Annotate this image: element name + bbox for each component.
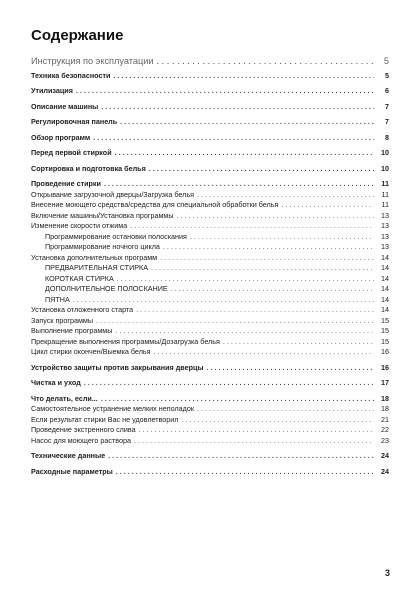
dot-leader xyxy=(130,221,374,232)
page-number: 3 xyxy=(384,568,390,578)
dot-leader xyxy=(120,117,374,128)
dot-leader xyxy=(134,436,374,447)
toc-entry-title: Перед первой стиркой xyxy=(31,148,112,157)
dot-leader xyxy=(115,148,374,159)
toc-entry-title: Открывание загрузочной дверцы/Загрузка белья xyxy=(31,189,194,199)
toc-entry-title: Устройство защиты против закрывания дверцы xyxy=(31,362,204,372)
toc-entry-title: Изменение скорости отжима xyxy=(31,221,128,230)
toc-entry-title: Самостоятельное устранение мелких неполадок xyxy=(31,404,194,413)
toc-entry-page: 17 xyxy=(381,378,389,387)
toc-entry-title: ПРЕДВАРИТЕЛЬНАЯ СТИРКА xyxy=(45,263,149,272)
toc-entry-page: 10 xyxy=(381,163,389,173)
toc-entry-title: Обзор программ xyxy=(31,132,91,142)
toc-entry[interactable] xyxy=(31,284,389,295)
toc-entry-title: Регулировочная панель xyxy=(31,117,118,126)
dot-leader xyxy=(136,305,374,316)
toc-entry[interactable] xyxy=(31,326,389,337)
toc-entry[interactable] xyxy=(31,394,389,405)
toc-entry[interactable] xyxy=(31,133,389,144)
toc-entry[interactable] xyxy=(31,164,389,175)
dot-leader xyxy=(96,316,374,327)
toc-entry-title: Проведение стирки xyxy=(31,179,101,188)
toc-entry[interactable] xyxy=(31,190,389,201)
toc-entry-page: 16 xyxy=(381,347,389,356)
dot-leader xyxy=(281,200,374,211)
dot-leader xyxy=(139,425,374,436)
dot-leader xyxy=(149,164,374,175)
toc-entry[interactable] xyxy=(31,378,389,389)
dot-leader xyxy=(171,284,374,295)
dot-leader xyxy=(104,179,374,190)
toc-entry-page: 11 xyxy=(381,189,389,199)
toc-entry[interactable] xyxy=(31,211,389,222)
dot-leader xyxy=(182,415,375,426)
toc-entry[interactable] xyxy=(31,425,389,436)
toc-entry-title: Программирование остановки полоскания xyxy=(45,231,187,241)
toc-entry[interactable] xyxy=(31,347,389,358)
dot-leader xyxy=(207,363,374,374)
toc-entry-page: 15 xyxy=(381,336,389,346)
toc-entry-page: 22 xyxy=(381,425,389,434)
dot-leader xyxy=(84,378,374,389)
toc-entry[interactable] xyxy=(31,179,389,190)
toc-entry-page: 5 xyxy=(383,56,389,66)
toc-entry-page: 13 xyxy=(381,210,389,220)
toc-entry-page: 10 xyxy=(381,148,389,157)
toc-entry-title: Чистка и уход xyxy=(31,378,81,387)
dot-leader xyxy=(115,326,374,337)
dot-leader xyxy=(113,71,374,82)
toc-entry[interactable] xyxy=(31,415,389,426)
toc-entry-page: 16 xyxy=(381,362,389,372)
toc-entry[interactable] xyxy=(31,253,389,264)
toc-entry-title: Включение машины/Установка программы xyxy=(31,210,174,220)
toc-entry[interactable] xyxy=(31,316,389,327)
toc-entry-title: Выполнение программы xyxy=(31,326,113,335)
toc-entry[interactable] xyxy=(31,56,389,67)
toc-entry-page: 14 xyxy=(381,294,389,304)
toc-entry-page: 13 xyxy=(381,221,389,230)
toc-entry-title: ПЯТНА xyxy=(45,294,70,304)
toc-entry-title: ДОПОЛНИТЕЛЬНОЕ ПОЛОСКАНИЕ xyxy=(45,284,168,293)
toc-entry-page: 24 xyxy=(381,451,389,460)
toc-entry[interactable] xyxy=(31,232,389,243)
toc-entry-title: Программирование ночного цикла xyxy=(45,242,160,251)
toc-entry-title: Насос для моющего раствора xyxy=(31,435,131,445)
toc-entry[interactable] xyxy=(31,263,389,274)
toc-entry-page: 6 xyxy=(385,86,389,95)
toc-entry-page: 13 xyxy=(381,231,389,241)
toc-entry-title: Цикл стирки окончен/Выемка белья xyxy=(31,347,151,356)
toc-entry[interactable] xyxy=(31,363,389,374)
toc-entry[interactable] xyxy=(31,404,389,415)
toc-entry[interactable] xyxy=(31,117,389,128)
toc-entry-title: Инструкция по эксплуатации xyxy=(31,56,154,66)
toc-entry-title: Запуск программы xyxy=(31,315,94,325)
toc-entry-title: Установка отложенного старта xyxy=(31,305,134,314)
toc-entry-title: Что делать, если... xyxy=(31,393,98,403)
dot-leader xyxy=(160,253,374,264)
toc-entry-page: 18 xyxy=(381,404,389,413)
toc-entry[interactable] xyxy=(31,102,389,113)
toc-entry-page: 14 xyxy=(381,252,389,262)
table-of-contents xyxy=(31,52,389,477)
dot-leader xyxy=(163,242,374,253)
toc-entry-title: Технические данные xyxy=(31,451,106,460)
dot-leader xyxy=(108,451,374,462)
toc-entry[interactable] xyxy=(31,451,389,462)
dot-leader xyxy=(73,295,374,306)
toc-entry[interactable] xyxy=(31,274,389,285)
page-title: Содержание xyxy=(31,27,124,44)
toc-entry-title: Утилизация xyxy=(31,86,73,95)
toc-entry[interactable] xyxy=(31,200,389,211)
toc-entry-page: 7 xyxy=(385,117,389,126)
toc-entry-page: 8 xyxy=(385,132,389,142)
toc-entry-page: 11 xyxy=(381,200,389,209)
toc-entry-title: Расходные параметры xyxy=(31,466,113,476)
dot-leader xyxy=(76,86,374,97)
toc-entry[interactable] xyxy=(31,86,389,97)
toc-entry[interactable] xyxy=(31,295,389,306)
toc-entry-page: 15 xyxy=(381,315,389,325)
toc-entry[interactable] xyxy=(31,148,389,159)
toc-entry-title: Сортировка и подготовка белья xyxy=(31,163,146,173)
dot-leader xyxy=(223,337,374,348)
toc-entry-page: 5 xyxy=(385,70,389,80)
toc-entry-title: Установка дополнительных программ xyxy=(31,252,158,262)
toc-entry[interactable] xyxy=(31,305,389,316)
toc-entry[interactable] xyxy=(31,436,389,447)
dot-leader xyxy=(197,404,374,415)
dot-leader xyxy=(190,232,374,243)
toc-entry-page: 13 xyxy=(381,242,389,251)
toc-entry[interactable] xyxy=(31,242,389,253)
toc-entry-title: Техника безопасности xyxy=(31,70,111,80)
toc-entry-title: Описание машины xyxy=(31,101,99,111)
dot-leader xyxy=(197,190,374,201)
toc-entry-title: Проведение экстренного слива xyxy=(31,425,136,434)
toc-entry-page: 7 xyxy=(385,101,389,111)
dot-leader xyxy=(101,394,374,405)
dot-leader xyxy=(157,56,374,67)
toc-entry-page: 14 xyxy=(381,305,389,314)
toc-entry-page: 15 xyxy=(381,326,389,335)
dot-leader xyxy=(93,133,374,144)
dot-leader xyxy=(117,274,374,285)
dot-leader xyxy=(101,102,374,113)
toc-entry-title: Прекращение выполнения программы/Дозагрузка белья xyxy=(31,336,220,346)
toc-entry-title: Внесение моющего средства/средства для специальной обработки белья xyxy=(31,200,279,209)
toc-entry-page: 21 xyxy=(381,414,389,424)
toc-entry-page: 14 xyxy=(381,273,389,283)
toc-entry[interactable] xyxy=(31,337,389,348)
dot-leader xyxy=(151,263,374,274)
dot-leader xyxy=(154,347,374,358)
toc-entry-title: Если результат стирки Вас не удовлетворил xyxy=(31,414,179,424)
toc-entry-page: 14 xyxy=(381,284,389,293)
toc-entry-page: 11 xyxy=(381,179,389,188)
toc-entry[interactable] xyxy=(31,221,389,232)
dot-leader xyxy=(116,467,374,478)
toc-entry-page: 18 xyxy=(381,393,389,403)
toc-entry-page: 24 xyxy=(381,466,389,476)
toc-entry[interactable] xyxy=(31,71,389,82)
toc-entry[interactable] xyxy=(31,467,389,478)
dot-leader xyxy=(177,211,374,222)
toc-entry-page: 23 xyxy=(381,435,389,445)
toc-entry-page: 14 xyxy=(381,263,389,272)
toc-entry-title: КОРОТКАЯ СТИРКА xyxy=(45,273,114,283)
